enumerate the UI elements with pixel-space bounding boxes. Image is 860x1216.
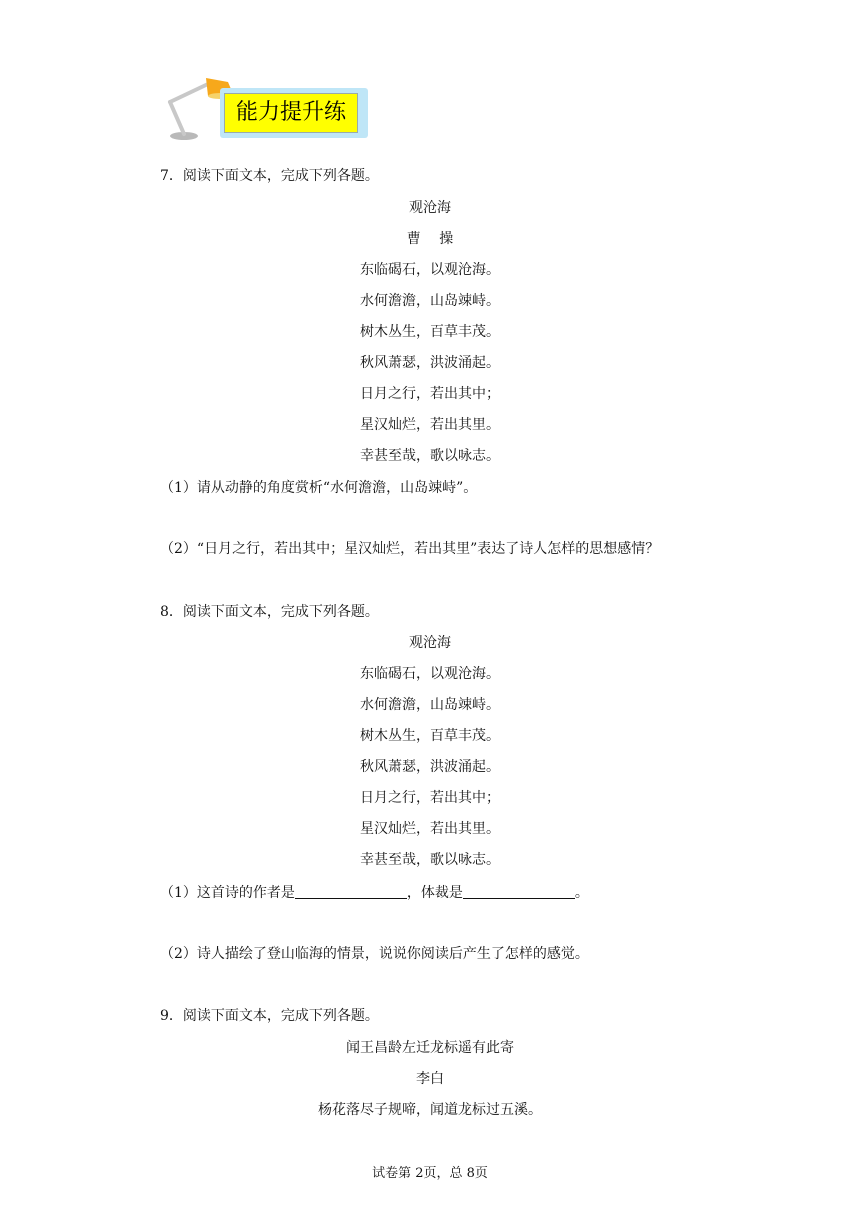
section-banner bbox=[162, 74, 372, 142]
q7-author: 曹 操 bbox=[406, 231, 454, 247]
q7-poem-line: 秋风萧瑟，洪波涌起。 bbox=[360, 355, 500, 371]
q7-poem-line: 树木丛生，百草丰茂。 bbox=[360, 324, 500, 340]
page-footer: 试卷第 2页，总 8页 bbox=[372, 1166, 488, 1181]
q7-intro: 7．阅读下面文本，完成下列各题。 bbox=[160, 168, 379, 184]
q8-poem-line: 星汉灿烂，若出其里。 bbox=[360, 821, 500, 837]
banner-frame bbox=[220, 88, 368, 138]
q8-poem-line: 日月之行，若出其中； bbox=[360, 790, 500, 806]
q7-poem-line: 日月之行，若出其中； bbox=[360, 386, 500, 402]
banner-title: 能力提升练 bbox=[224, 93, 358, 133]
q7-sub-question-1: （1）请从动静的角度赏析“水何澹澹，山岛竦峙”。 bbox=[160, 480, 478, 496]
q8-poem-line: 东临碣石，以观沧海。 bbox=[360, 666, 500, 682]
q8-poem-line: 幸甚至哉，歌以咏志。 bbox=[360, 852, 500, 868]
q8-title: 观沧海 bbox=[409, 635, 451, 651]
author-blank[interactable] bbox=[295, 884, 407, 899]
q8-intro: 8．阅读下面文本，完成下列各题。 bbox=[160, 604, 379, 620]
q8-sub1-text-b: ，体裁是 bbox=[406, 885, 463, 901]
q7-poem-line: 水何澹澹，山岛竦峙。 bbox=[360, 293, 500, 309]
q9-intro: 9．阅读下面文本，完成下列各题。 bbox=[160, 1008, 379, 1024]
q8-poem-line: 秋风萧瑟，洪波涌起。 bbox=[360, 759, 500, 775]
q7-poem-line: 星汉灿烂，若出其里。 bbox=[360, 417, 500, 433]
q7-poem-line: 东临碣石，以观沧海。 bbox=[360, 262, 500, 278]
q8-poem-line: 树木丛生，百草丰茂。 bbox=[360, 728, 500, 744]
q9-author: 李白 bbox=[416, 1071, 444, 1087]
q8-poem-line: 水何澹澹，山岛竦峙。 bbox=[360, 697, 500, 713]
q9-title: 闻王昌龄左迁龙标遥有此寄 bbox=[346, 1040, 514, 1056]
q8-sub1-text-c: 。 bbox=[574, 885, 589, 901]
q8-sub-question-1 bbox=[160, 883, 589, 903]
q7-sub-question-2: （2）“日月之行，若出其中；星汉灿烂，若出其里”表达了诗人怎样的思想感情？ bbox=[160, 541, 660, 557]
q9-poem-line: 杨花落尽子规啼，闻道龙标过五溪。 bbox=[318, 1102, 542, 1118]
genre-blank[interactable] bbox=[463, 884, 575, 899]
q8-sub-question-2: （2）诗人描绘了登山临海的情景，说说你阅读后产生了怎样的感觉。 bbox=[160, 946, 589, 962]
q7-title: 观沧海 bbox=[409, 200, 451, 216]
q8-sub1-text-a: （1）这首诗的作者是 bbox=[160, 885, 295, 901]
q7-poem-line: 幸甚至哉，歌以咏志。 bbox=[360, 448, 500, 464]
